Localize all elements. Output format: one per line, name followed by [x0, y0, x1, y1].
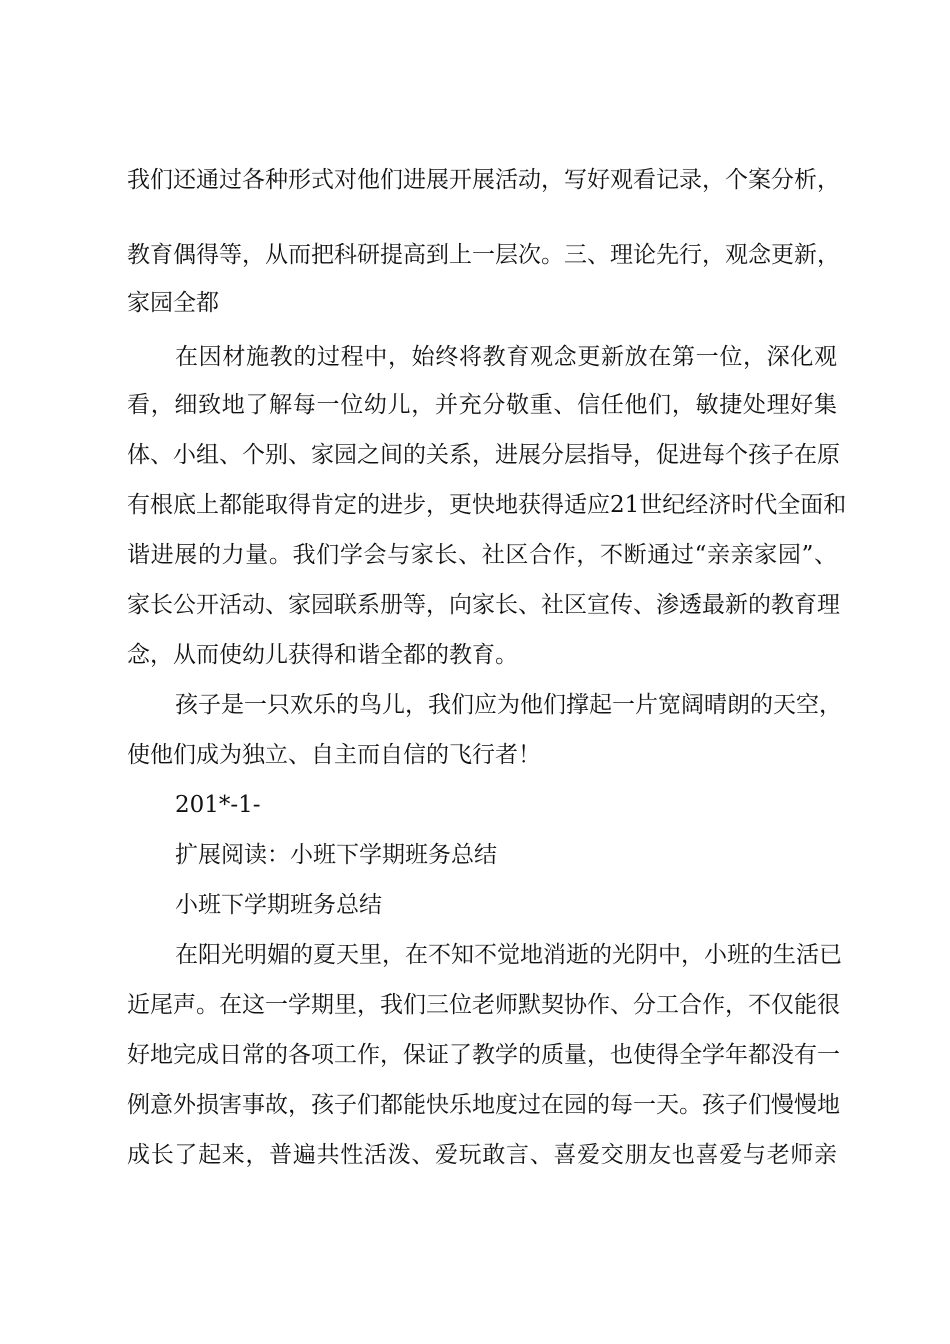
- paragraph-line: 我们还通过各种形式对他们进展开展活动，写好观看记录，个案分析，: [127, 167, 840, 193]
- paragraph-line: 有根底上都能取得肯定的进步，更快地获得适应21世纪经济时代全面和: [127, 492, 847, 518]
- paragraph-line: 谐进展的力量。我们学会与家长、社区合作，不断通过“亲亲家园”、: [127, 542, 837, 568]
- paragraph-line: 成长了起来，普遍共性活泼、爱玩敢言、喜爱交朋友也喜爱与老师亲: [127, 1142, 837, 1168]
- paragraph-line: 例意外损害事故，孩子们都能快乐地度过在园的每一天。孩子们慢慢地: [127, 1092, 840, 1118]
- paragraph-line: 好地完成日常的各项工作，保证了教学的质量，也使得全学年都没有一: [127, 1042, 840, 1068]
- section-heading: 扩展阅读：小班下学期班务总结: [175, 842, 497, 868]
- paragraph-line: 家园全都: [127, 290, 219, 316]
- paragraph-line: 教育偶得等，从而把科研提高到上一层次。三、理论先行，观念更新，: [127, 242, 840, 268]
- paragraph-line: 使他们成为独立、自主而自信的飞行者！: [127, 742, 541, 768]
- paragraph-line: 在因材施教的过程中，始终将教育观念更新放在第一位，深化观: [175, 344, 837, 370]
- paragraph-line: 看，细致地了解每一位幼儿，并充分敬重、信任他们，敏捷处理好集: [127, 392, 837, 418]
- paragraph-line: 孩子是一只欢乐的鸟儿，我们应为他们撑起一片宽阔晴朗的天空，: [175, 692, 842, 718]
- date-line: 201*-1-: [175, 792, 261, 818]
- paragraph-line: 家长公开活动、家园联系册等，向家长、社区宣传、渗透最新的教育理: [127, 592, 840, 618]
- paragraph-line: 在阳光明媚的夏天里，在不知不觉地消逝的光阴中，小班的生活已: [175, 942, 842, 968]
- paragraph-line: 体、小组、个别、家园之间的关系，进展分层指导，促进每个孩子在原: [127, 442, 840, 468]
- paragraph-line: 念，从而使幼儿获得和谐全都的教育。: [127, 642, 518, 668]
- section-title: 小班下学期班务总结: [175, 892, 382, 918]
- paragraph-line: 近尾声。在这一学期里，我们三位老师默契协作、分工合作，不仅能很: [127, 992, 840, 1018]
